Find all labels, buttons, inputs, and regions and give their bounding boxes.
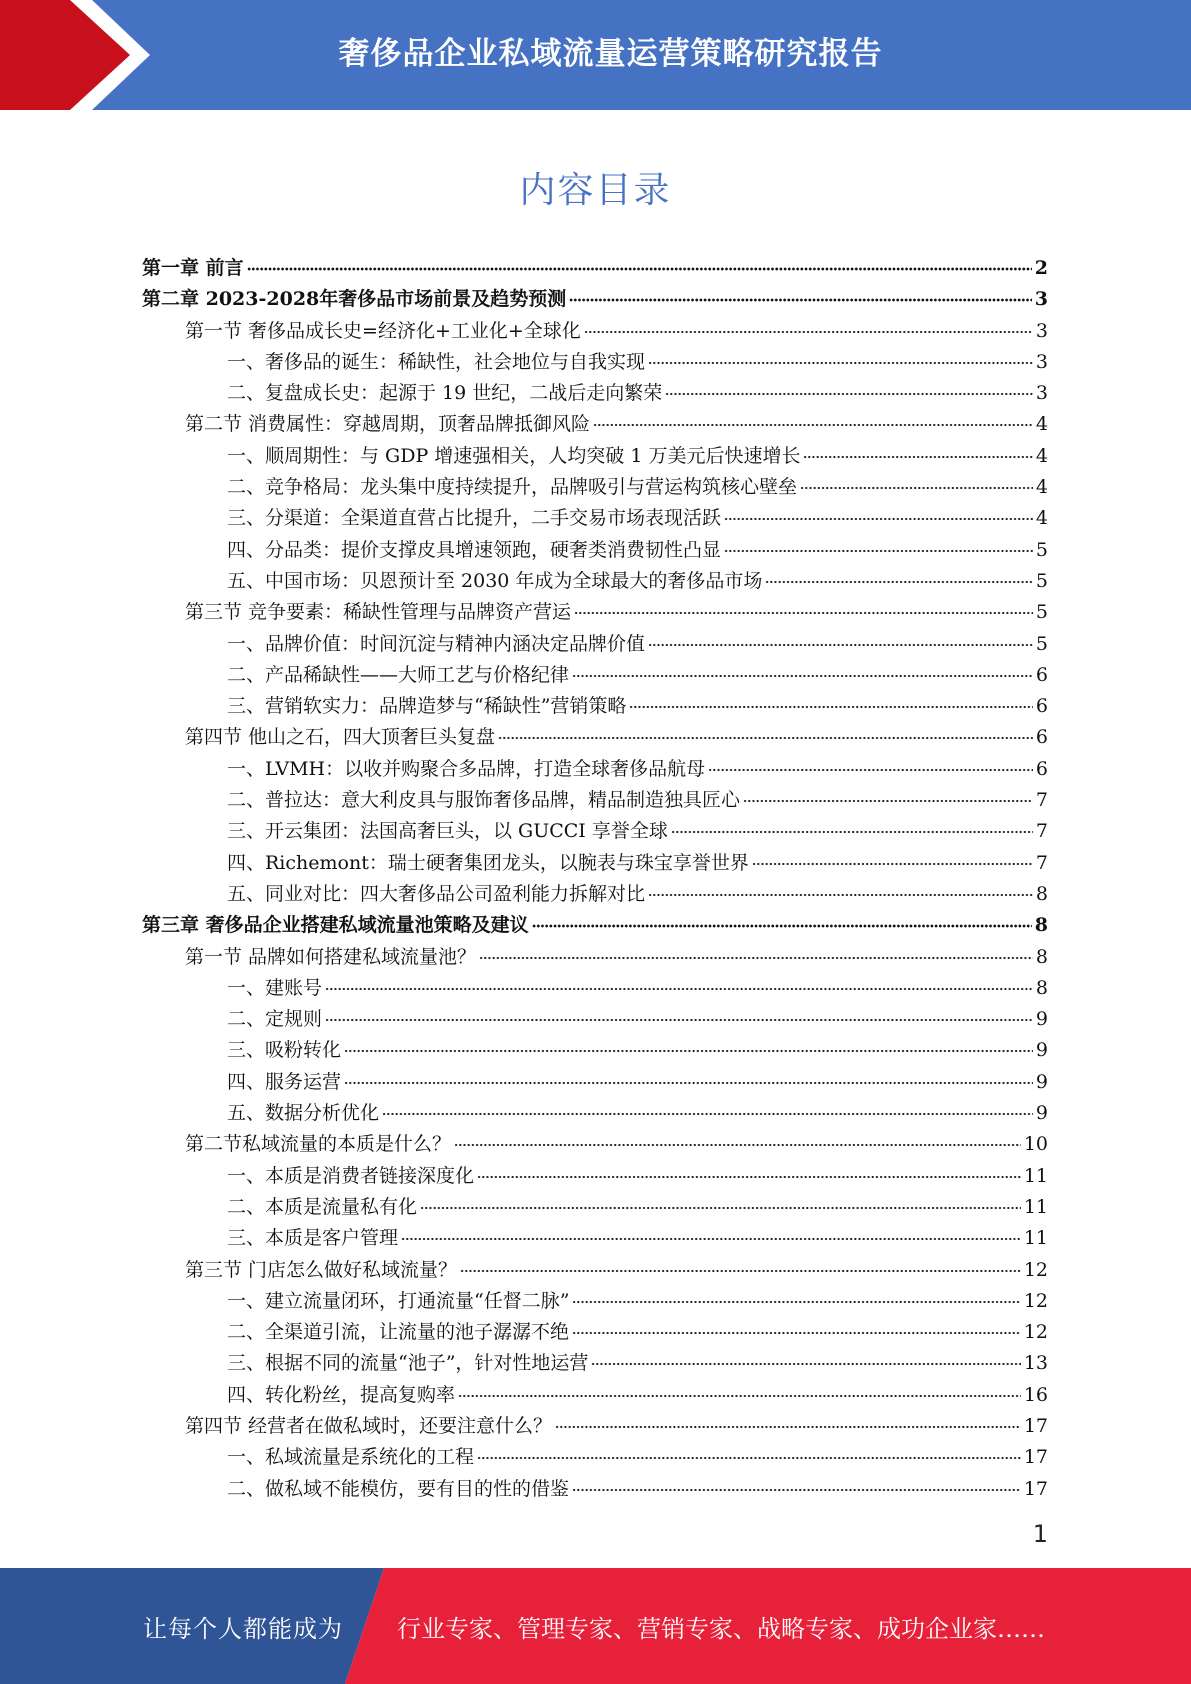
toc-entry-label: 一、私域流量是系统化的工程: [227, 1446, 475, 1469]
toc-leader-dots: [479, 955, 1033, 961]
toc-entry[interactable]: [142, 378, 1048, 409]
toc-entry-page: 5: [1035, 538, 1048, 561]
toc-entry-page: 16: [1023, 1383, 1048, 1406]
toc-entry[interactable]: [142, 1035, 1048, 1066]
toc-leader-dots: [708, 767, 1033, 773]
toc-leader-dots: [765, 579, 1032, 585]
toc-leader-dots: [454, 1142, 1021, 1148]
toc-entry[interactable]: [142, 629, 1048, 660]
toc-entry-label: 四、转化粉丝，提高复购率: [227, 1383, 456, 1406]
toc-entry-label: 二、全渠道引流，让流量的池子潺潺不绝: [227, 1321, 570, 1344]
footer-banner: [0, 1568, 1191, 1684]
toc-entry-label: 三、营销软实力：品牌造梦与“稀缺性”营销策略: [227, 695, 627, 718]
toc-leader-dots: [344, 1080, 1033, 1086]
toc-entry-label: 第二节 消费属性：穿越周期，顶奢品牌抵御风险: [185, 413, 591, 436]
toc-entry-page: 3: [1035, 382, 1048, 405]
toc-entry-page: 9: [1035, 1070, 1048, 1093]
toc-entry-label: 二、本质是流量私有化: [227, 1195, 418, 1218]
toc-entry-label: 第一节 品牌如何搭建私域流量池？: [185, 945, 477, 968]
toc-entry[interactable]: [142, 691, 1048, 722]
toc-entry[interactable]: [142, 1411, 1048, 1442]
toc-leader-dots: [325, 986, 1033, 992]
toc-entry[interactable]: [142, 722, 1048, 753]
toc-entry[interactable]: [142, 1474, 1048, 1505]
toc-entry[interactable]: [142, 503, 1048, 534]
toc-entry-page: 17: [1023, 1477, 1048, 1500]
toc-entry[interactable]: [142, 347, 1048, 378]
toc-entry-label: 第一节 奢侈品成长史=经济化+工业化+全球化: [185, 319, 581, 342]
toc-leader-dots: [572, 1487, 1021, 1493]
toc-entry-label: 二、产品稀缺性——大师工艺与价格纪律: [227, 663, 570, 686]
toc-entry-page: 3: [1035, 350, 1048, 373]
toc-entry-page: 6: [1035, 695, 1048, 718]
toc-entry[interactable]: [142, 785, 1048, 816]
toc-entry-page: 7: [1035, 789, 1048, 812]
toc-entry-label: 第三章 奢侈品企业搭建私域流量池策略及建议: [142, 914, 529, 937]
toc-leader-dots: [724, 548, 1033, 554]
toc-entry-label: 二、普拉达：意大利皮具与服饰奢侈品牌，精品制造独具匠心: [227, 789, 741, 812]
toc-entry-page: 8: [1034, 914, 1048, 937]
toc-entry-page: 9: [1035, 1039, 1048, 1062]
toc-entry-page: 2: [1034, 257, 1048, 279]
toc-entry[interactable]: [142, 1067, 1048, 1098]
report-title: 奢侈品企业私域流量运营策略研究报告: [338, 35, 883, 72]
toc-entry-page: 12: [1023, 1321, 1048, 1344]
toc-entry-label: 三、吸粉转化: [227, 1039, 342, 1062]
toc-entry-label: 一、建账号: [227, 976, 323, 999]
toc-entry-page: 11: [1023, 1195, 1048, 1218]
toc-leader-dots: [555, 1424, 1021, 1430]
page-number: 1: [1032, 1520, 1048, 1548]
toc-entry[interactable]: [142, 1380, 1048, 1411]
toc-entry[interactable]: [142, 1129, 1048, 1160]
toc-entry-label: 二、定规则: [227, 1008, 323, 1031]
toc-leader-dots: [477, 1455, 1021, 1461]
toc-entry-page: 8: [1035, 945, 1048, 968]
toc-leader-dots: [629, 704, 1032, 710]
toc-leader-dots: [569, 297, 1032, 303]
toc-leader-dots: [724, 516, 1033, 522]
toc-leader-dots: [498, 735, 1033, 741]
toc-entry[interactable]: [142, 441, 1048, 472]
table-of-contents: [142, 253, 1048, 1505]
toc-entry-label: 第一章 前言: [142, 257, 244, 279]
toc-leader-dots: [648, 892, 1033, 898]
toc-entry-page: 12: [1023, 1289, 1048, 1312]
toc-entry-label: 五、中国市场：贝恩预计至 2030 年成为全球最大的奢侈品市场: [227, 569, 763, 592]
toc-leader-dots: [648, 642, 1033, 648]
toc-entry-page: 7: [1035, 851, 1048, 874]
toc-entry-page: 9: [1035, 1008, 1048, 1031]
toc-entry-label: 四、服务运营: [227, 1070, 342, 1093]
toc-entry[interactable]: [142, 1004, 1048, 1035]
toc-leader-dots: [382, 1111, 1033, 1117]
toc-entry-page: 4: [1035, 444, 1048, 467]
toc-entry-page: 4: [1035, 413, 1048, 436]
toc-entry-page: 4: [1035, 476, 1048, 499]
toc-entry-label: 一、本质是消费者链接深度化: [227, 1164, 475, 1187]
toc-leader-dots: [743, 798, 1033, 804]
toc-entry[interactable]: [142, 1317, 1048, 1348]
toc-leader-dots: [574, 610, 1033, 616]
toc-entry[interactable]: [142, 535, 1048, 566]
toc-entry[interactable]: [142, 1192, 1048, 1223]
toc-entry-label: 五、数据分析优化: [227, 1102, 380, 1125]
toc-leader-dots: [752, 861, 1033, 867]
toc-entry[interactable]: [142, 879, 1048, 910]
toc-entry-page: 17: [1023, 1414, 1048, 1437]
toc-leader-dots: [458, 1393, 1021, 1399]
toc-entry-label: 五、同业对比：四大奢侈品公司盈利能力拆解对比: [227, 882, 646, 905]
toc-entry-page: 17: [1023, 1446, 1048, 1469]
toc-entry-page: 8: [1035, 882, 1048, 905]
toc-entry[interactable]: [142, 566, 1048, 597]
toc-entry[interactable]: [142, 660, 1048, 691]
toc-entry[interactable]: [142, 942, 1048, 973]
toc-leader-dots: [591, 1361, 1020, 1367]
toc-leader-dots: [803, 454, 1032, 460]
toc-entry[interactable]: [142, 1442, 1048, 1473]
toc-entry-page: 4: [1035, 507, 1048, 530]
toc-entry-page: 3: [1034, 288, 1048, 311]
toc-entry[interactable]: [142, 754, 1048, 785]
toc-entry[interactable]: [142, 472, 1048, 503]
toc-entry-page: 5: [1035, 601, 1048, 624]
toc-entry-label: 第三节 门店怎么做好私域流量？: [185, 1258, 458, 1281]
toc-entry-label: 第四节 他山之石，四大顶奢巨头复盘: [185, 726, 496, 749]
toc-entry-label: 三、根据不同的流量“池子”，针对性地运营: [227, 1352, 589, 1375]
toc-entry[interactable]: [142, 409, 1048, 440]
toc-leader-dots: [572, 1299, 1020, 1305]
toc-heading: 内容目录: [519, 170, 672, 211]
toc-entry[interactable]: [142, 1286, 1048, 1317]
toc-leader-dots: [572, 673, 1033, 679]
toc-entry-page: 7: [1035, 820, 1048, 843]
toc-leader-dots: [325, 1017, 1033, 1023]
toc-leader-dots: [800, 485, 1033, 491]
toc-entry[interactable]: [142, 848, 1048, 879]
toc-entry-page: 3: [1035, 319, 1048, 342]
footer-slogan-right: 行业专家、管理专家、营销专家、战略专家、成功企业家……: [397, 1614, 1045, 1643]
toc-entry-page: 9: [1035, 1102, 1048, 1125]
toc-entry-label: 一、顺周期性：与 GDP 增速强相关，人均突破 1 万美元后快速增长: [227, 444, 801, 467]
toc-entry[interactable]: [142, 1348, 1048, 1379]
toc-leader-dots: [247, 266, 1032, 272]
toc-entry-page: 5: [1035, 569, 1048, 592]
toc-entry-page: 5: [1035, 632, 1048, 655]
toc-leader-dots: [593, 422, 1033, 428]
toc-entry[interactable]: [142, 1161, 1048, 1192]
toc-entry-label: 一、LVMH：以收并购聚合多品牌，打造全球奢侈品航母: [227, 757, 706, 780]
toc-entry-page: 12: [1023, 1258, 1048, 1281]
toc-entry[interactable]: [142, 316, 1048, 347]
toc-entry-label: 一、建立流量闭环，打通流量“任督二脉”: [227, 1289, 570, 1312]
toc-entry-page: 8: [1035, 976, 1048, 999]
toc-entry-page: 11: [1023, 1164, 1048, 1187]
toc-entry-page: 11: [1023, 1227, 1048, 1250]
toc-entry-page: 10: [1023, 1133, 1048, 1156]
toc-entry-page: 13: [1023, 1352, 1048, 1375]
toc-entry-label: 二、竞争格局：龙头集中度持续提升，品牌吸引与营运构筑核心壁垒: [227, 476, 798, 499]
report-header-banner: [0, 0, 1191, 110]
toc-leader-dots: [401, 1236, 1021, 1242]
toc-entry-label: 第二章 2023-2028年奢侈品市场前景及趋势预测: [142, 288, 567, 311]
toc-entry[interactable]: [142, 284, 1048, 315]
toc-entry-label: 第二节私域流量的本质是什么？: [185, 1133, 452, 1156]
toc-entry[interactable]: [142, 973, 1048, 1004]
toc-entry-label: 二、复盘成长史：起源于 19 世纪，二战后走向繁荣: [227, 382, 663, 405]
toc-entry[interactable]: [142, 1255, 1048, 1286]
toc-leader-dots: [584, 329, 1033, 335]
toc-leader-dots: [665, 391, 1033, 397]
toc-entry-label: 三、本质是客户管理: [227, 1227, 399, 1250]
toc-entry-label: 第三节 竞争要素：稀缺性管理与品牌资产营运: [185, 601, 572, 624]
toc-entry[interactable]: [142, 910, 1048, 941]
toc-leader-dots: [648, 360, 1033, 366]
toc-entry[interactable]: [142, 597, 1048, 628]
toc-leader-dots: [460, 1268, 1021, 1274]
toc-entry[interactable]: [142, 816, 1048, 847]
toc-entry-label: 一、奢侈品的诞生：稀缺性，社会地位与自我实现: [227, 350, 646, 373]
toc-leader-dots: [344, 1048, 1033, 1054]
toc-entry-label: 二、做私域不能模仿，要有目的性的借鉴: [227, 1477, 570, 1500]
toc-entry-page: 6: [1035, 757, 1048, 780]
toc-entry-label: 第四节 经营者在做私域时，还要注意什么？: [185, 1414, 553, 1437]
toc-entry[interactable]: [142, 1098, 1048, 1129]
toc-entry[interactable]: [142, 1223, 1048, 1254]
toc-entry[interactable]: [142, 253, 1048, 284]
footer-slogan-left: 让每个人都能成为: [143, 1614, 343, 1643]
toc-leader-dots: [671, 829, 1033, 835]
toc-entry-page: 6: [1035, 726, 1048, 749]
toc-entry-label: 四、Richemont：瑞士硬奢集团龙头，以腕表与珠宝享誉世界: [227, 851, 749, 874]
toc-entry-label: 三、分渠道：全渠道直营占比提升，二手交易市场表现活跃: [227, 507, 722, 530]
toc-entry-page: 6: [1035, 663, 1048, 686]
toc-leader-dots: [572, 1330, 1021, 1336]
toc-leader-dots: [532, 923, 1032, 929]
toc-leader-dots: [420, 1205, 1021, 1211]
toc-leader-dots: [477, 1174, 1021, 1180]
toc-entry-label: 三、开云集团：法国高奢巨头，以 GUCCI 享誉全球: [227, 820, 668, 843]
toc-entry-label: 四、分品类：提价支撑皮具增速领跑，硬奢类消费韧性凸显: [227, 538, 722, 561]
toc-entry-label: 一、品牌价值：时间沉淀与精神内涵决定品牌价值: [227, 632, 646, 655]
